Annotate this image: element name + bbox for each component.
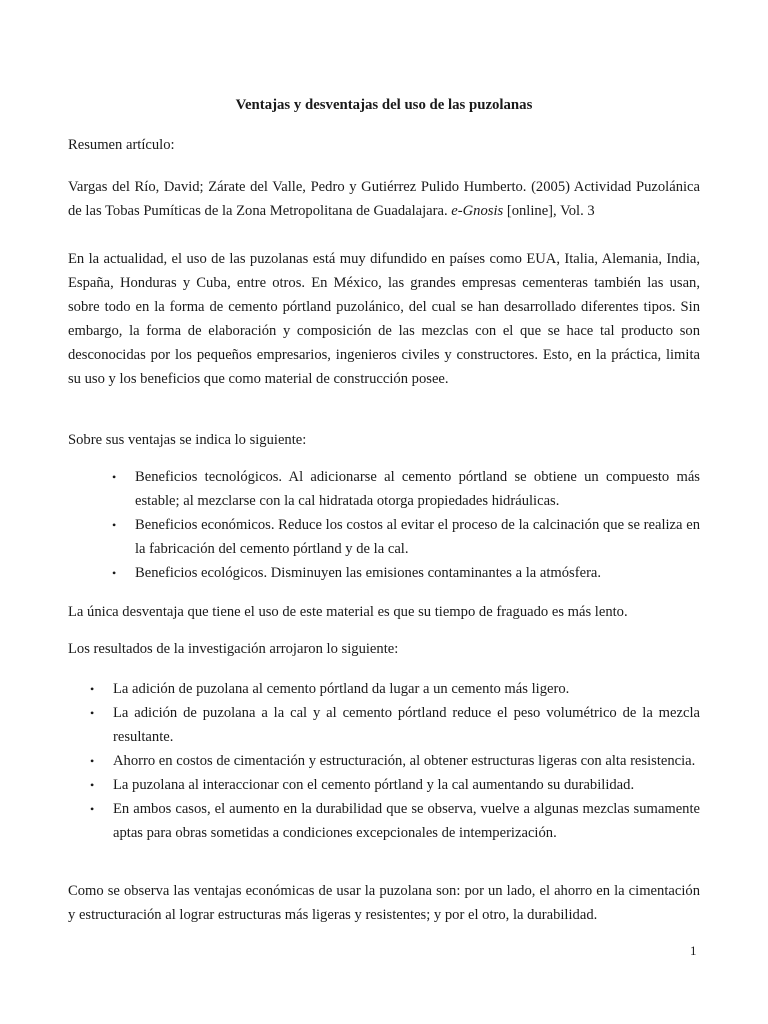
results-list <box>68 677 700 845</box>
list-item-text: Beneficios ecológicos. Disminuyen las emisiones contaminantes a la atmósfera. <box>135 565 602 581</box>
advantages-intro: Sobre sus ventajas se indica lo siguiente: <box>68 432 307 448</box>
list-item-text: Ahorro en costos de cimentación y estructuración, al obtener estructuras ligeras con alta resistencia. <box>113 753 696 769</box>
list-item <box>68 749 700 773</box>
list-item <box>68 513 700 561</box>
conclusion-paragraph: Como se observa las ventajas económicas de usar la puzolana son: por un lado, el ahorro en la cimentación y estructuración al lograr estructuras más ligeras y resistentes; y por el otro, la durabilidad. <box>68 883 700 923</box>
bullet-icon: • <box>90 802 95 816</box>
citation-text: Vargas del Río, David; Zárate del Valle, Pedro y Gutiérrez Pulido Humberto. (2005) Actividad Puzolánica de las Tobas Pumíticas de la Zona Metropolitana de Guadalajara. <box>68 179 700 219</box>
list-item <box>68 701 700 749</box>
list-item-text: Beneficios tecnológicos. Al adicionarse al cemento pórtland se obtiene un compuesto más estable; al mezclarse con la cal hidratada otorga propiedades hidráulicas. <box>135 469 700 509</box>
bullet-icon: • <box>112 566 117 580</box>
document-page <box>68 0 700 1024</box>
list-item <box>68 561 700 585</box>
intro-paragraph: En la actualidad, el uso de las puzolanas está muy difundido en países como EUA, Italia, Alemania, India, España, Honduras y Cuba, entre otros. En México, las grandes empresas cementeras también las usan, sobre todo en la forma de cemento pórtland puzolánico, del cual se han desarrollado diferentes tipos. Sin embargo, la forma de elaboración y composición de las mezclas con el que se hace tal producto son desconocidas por los pequeños empresarios, ingenieros civiles y constructores. Esto, en la práctica, limita su uso y los beneficios que como material de construcción posee. <box>68 251 700 387</box>
bullet-icon: • <box>90 778 95 792</box>
bullet-icon: • <box>112 470 117 484</box>
list-item <box>68 465 700 513</box>
advantages-list <box>68 465 700 585</box>
page-number: 1 <box>690 943 697 958</box>
list-item <box>68 797 700 845</box>
citation-journal: e-Gnosis <box>451 203 504 219</box>
list-item-text: En ambos casos, el aumento en la durabilidad que se observa, vuelve a algunas mezclas sumamente aptas para obras sometidas a condiciones excepcionales de intemperización. <box>113 801 700 841</box>
results-intro: Los resultados de la investigación arrojaron lo siguiente: <box>68 641 399 657</box>
bullet-icon: • <box>112 518 117 532</box>
list-item-text: La adición de puzolana al cemento pórtland da lugar a un cemento más ligero. <box>113 681 570 697</box>
list-item <box>68 677 700 701</box>
list-item-text: Beneficios económicos. Reduce los costos al evitar el proceso de la calcinación que se realiza en la fabricación del cemento pórtland y de la cal. <box>135 517 700 557</box>
list-item-text: La puzolana al interaccionar con el cemento pórtland y la cal aumentando su durabilidad. <box>113 777 635 793</box>
citation-volume: [online], Vol. 3 <box>503 203 595 219</box>
list-item-text: La adición de puzolana a la cal y al cemento pórtland reduce el peso volumétrico de la mezcla resultante. <box>113 705 700 745</box>
bullet-icon: • <box>90 682 95 696</box>
summary-label: Resumen artículo: <box>68 137 175 153</box>
bullet-icon: • <box>90 706 95 720</box>
disadvantage-paragraph: La única desventaja que tiene el uso de este material es que su tiempo de fraguado es más lento. <box>68 604 628 620</box>
citation-paragraph <box>68 175 700 223</box>
bullet-icon: • <box>90 754 95 768</box>
list-item <box>68 773 700 797</box>
document-title: Ventajas y desventajas del uso de las puzolanas <box>235 97 533 113</box>
